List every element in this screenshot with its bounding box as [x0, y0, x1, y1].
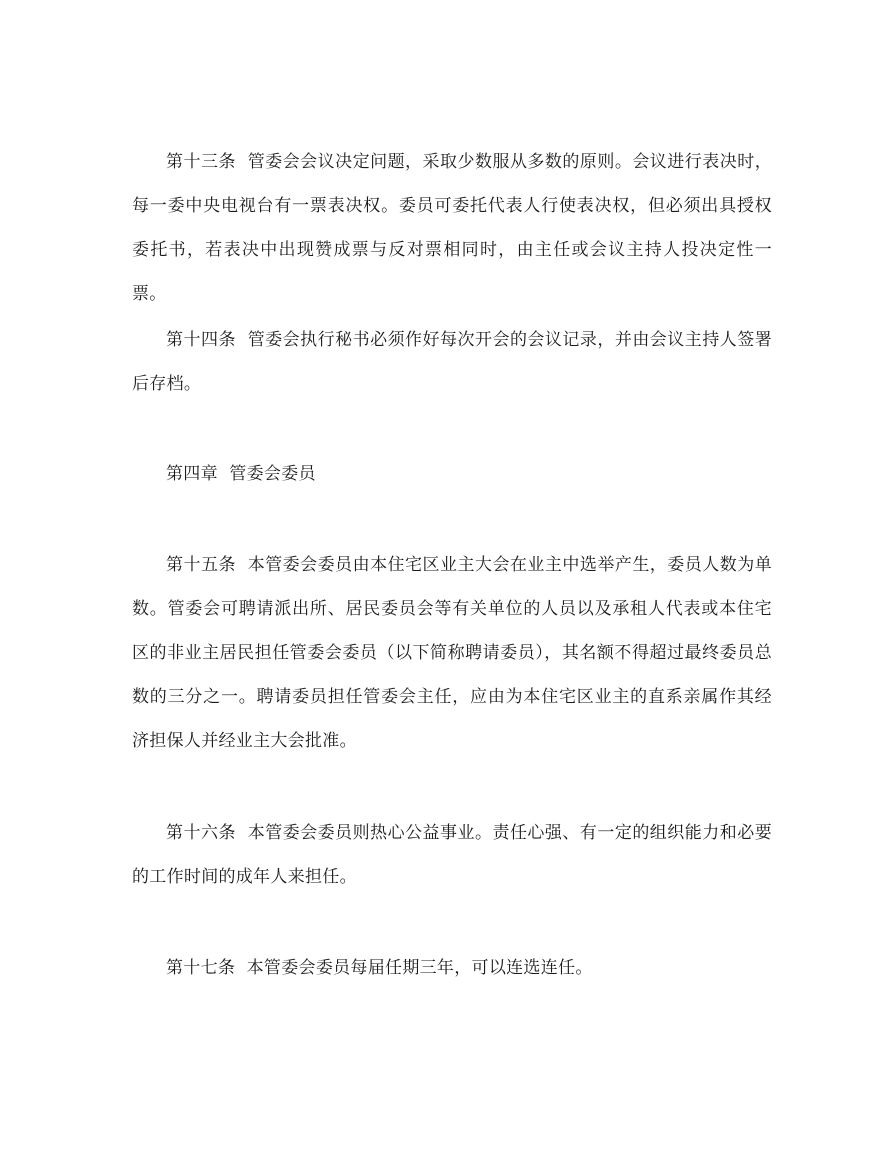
article-16-label: 第十六条 — [166, 823, 236, 843]
article-15-label: 第十五条 — [166, 555, 236, 575]
article-14-label: 第十四条 — [166, 330, 236, 350]
article-16-text: 本管委会委员则热心公益事业。责任心强、有一定的组织能力和必要的工作时间的成年人来担任。 — [132, 823, 772, 887]
article-14 — [132, 318, 772, 406]
chapter-4-heading — [132, 452, 772, 496]
article-15 — [132, 543, 772, 763]
article-16 — [132, 811, 772, 899]
article-17 — [132, 946, 772, 990]
article-14-text: 管委会执行秘书必须作好每次开会的会议记录，并由会议主持人签署后存档。 — [132, 330, 772, 394]
article-13-text: 管委会会议决定问题，采取少数服从多数的原则。会议进行表决时，每一委中央电视台有一票表决权。委员可委托代表人行使表决权，但必须出具授权委托书，若表决中出现赞成票与反对票相同时，由主任或会议主持人投决定性一票。 — [132, 152, 772, 304]
chapter-4-title: 管委会委员 — [229, 464, 316, 484]
chapter-4-label: 第四章 — [166, 464, 218, 484]
article-17-label: 第十七条 — [166, 958, 236, 978]
article-15-text: 本管委会委员由本住宅区业主大会在业主中选举产生，委员人数为单数。管委会可聘请派出所、居民委员会等有关单位的人员以及承租人代表或本住宅区的非业主居民担任管委会委员（以下简称聘请委员），其名额不得超过最终委员总数的三分之一。聘请委员担任管委会主任，应由为本住宅区业主的直系亲属作其经济担保人并经业主大会批准。 — [132, 555, 772, 751]
article-13 — [132, 140, 772, 316]
article-17-text: 本管委会委员每届任期三年，可以连选连任。 — [246, 958, 593, 978]
article-13-label: 第十三条 — [166, 152, 236, 172]
